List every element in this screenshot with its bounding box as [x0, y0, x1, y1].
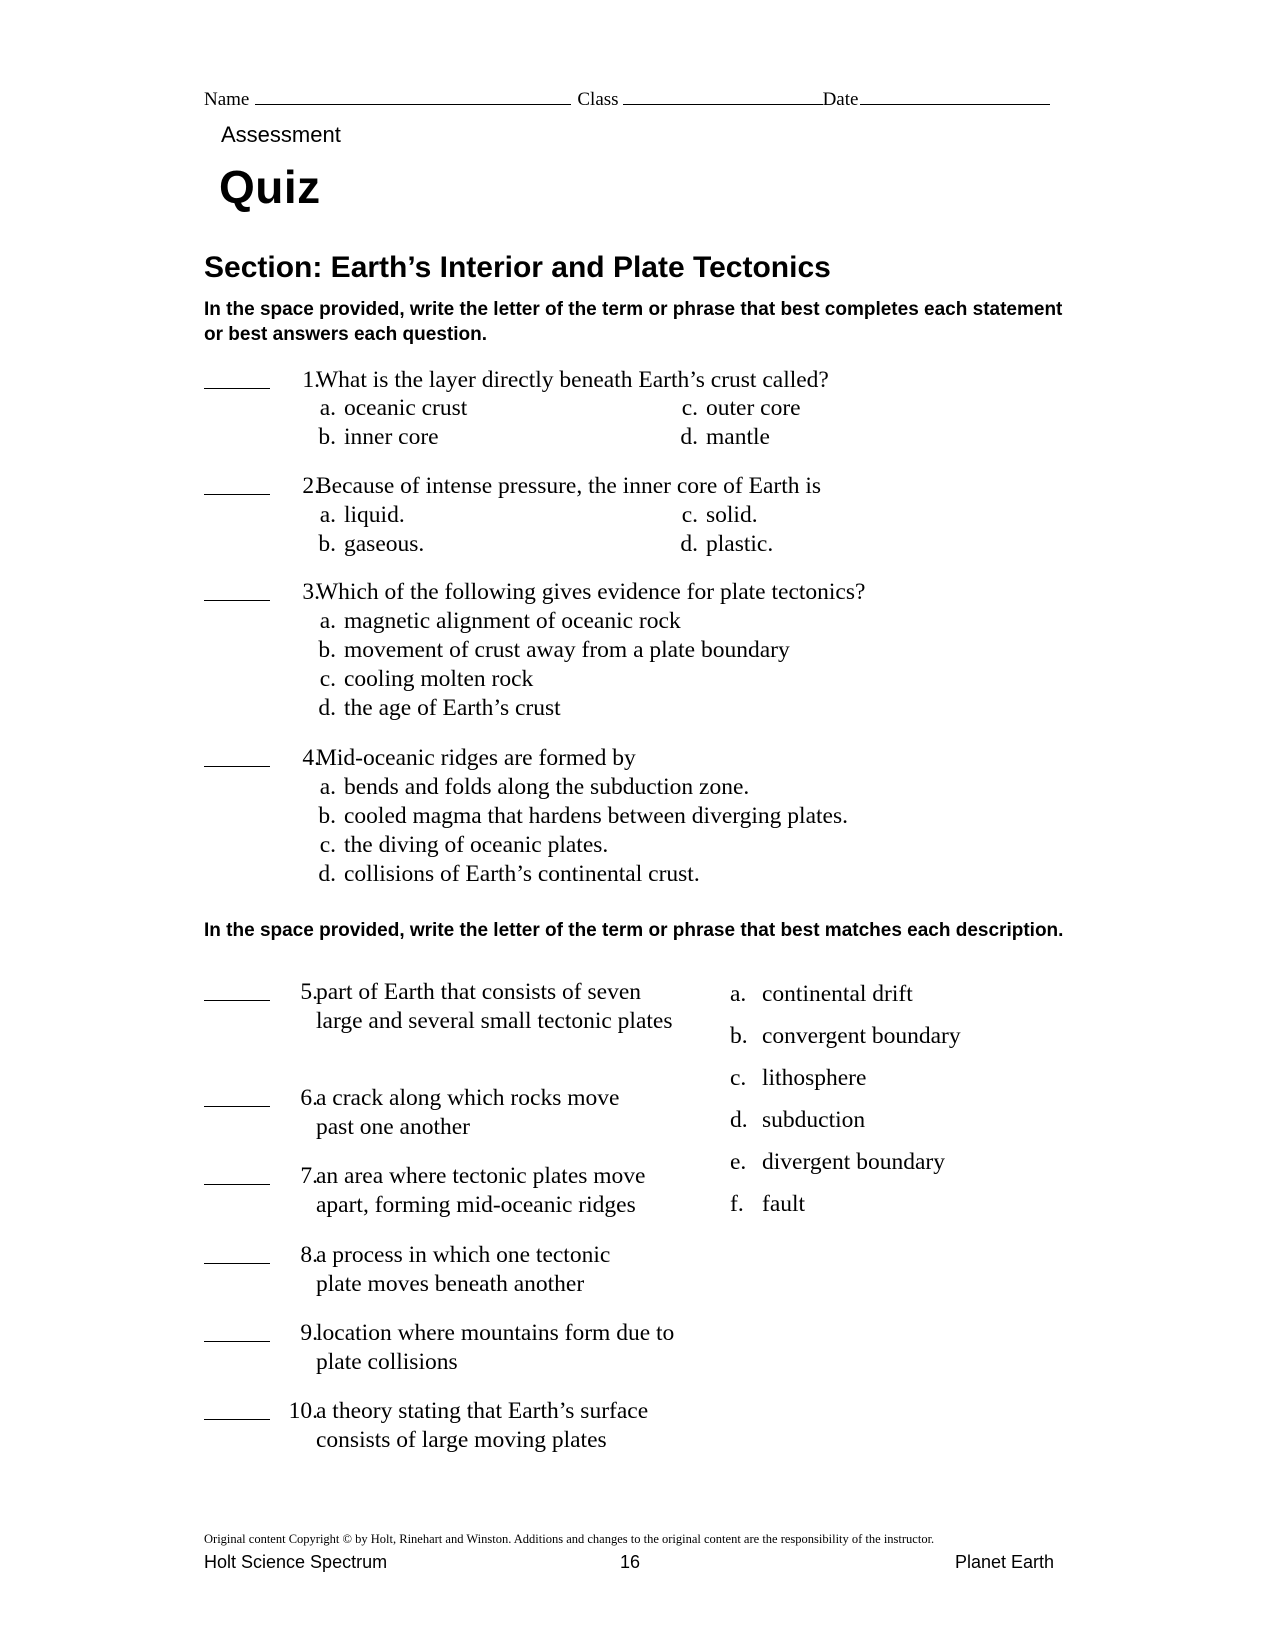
class-label: Class [577, 89, 619, 110]
choice-f: f. fault [730, 1191, 806, 1217]
option-c: c. cooling molten rock [319, 666, 534, 692]
option-a: a. bends and folds along the subduction zone. [319, 774, 750, 800]
question-number: 9. [300, 1320, 318, 1346]
answer-blank-4[interactable] [204, 744, 270, 767]
question-stem: Mid-oceanic ridges are formed by [316, 745, 636, 771]
option-a: a. magnetic alignment of oceanic rock [319, 608, 681, 634]
option-d: d. plastic. [680, 531, 774, 557]
footer-chapter-title: Planet Earth [954, 1552, 1054, 1572]
option-c: c. the diving of oceanic plates. [319, 832, 609, 858]
choice-e: e. divergent boundary [730, 1149, 945, 1175]
option-a: a. oceanic crust [319, 395, 468, 421]
option-d: d. collisions of Earth’s continental crust. [318, 861, 700, 887]
question-stem: What is the layer directly beneath Earth’s crust called? [316, 367, 829, 393]
question-number: 5. [300, 979, 318, 1005]
question-number: 6. [300, 1085, 318, 1111]
answer-blank-9[interactable] [204, 1319, 270, 1342]
matching-description: part of Earth that consists of seven large and several small tectonic plates [316, 979, 673, 1034]
question-stem: Which of the following gives evidence for plate tectonics? [316, 579, 866, 605]
question-number: 4. [302, 745, 320, 771]
question-number: 7. [300, 1163, 318, 1189]
class-blank[interactable] [623, 86, 823, 105]
date-label: Date [822, 89, 859, 110]
question-number: 8. [300, 1242, 318, 1268]
option-b: b. inner core [318, 424, 439, 450]
answer-blank-10[interactable] [204, 1397, 270, 1420]
option-a: a. liquid. [319, 502, 405, 528]
question-number: 10. [288, 1398, 318, 1424]
answer-blank-8[interactable] [204, 1241, 270, 1264]
name-label: Name [204, 89, 250, 110]
question-number: 2. [302, 473, 320, 499]
matching-description: a process in which one tectonic plate moves beneath another [316, 1242, 611, 1297]
choice-b: b. convergent boundary [730, 1023, 961, 1049]
matching-description: a crack along which rocks move past one another [316, 1085, 620, 1140]
answer-blank-6[interactable] [204, 1084, 270, 1107]
instructions-multiple-choice: In the space provided, write the letter of the term or phrase that best completes each statement or best answers each question. [204, 299, 1063, 345]
page-number: 16 [620, 1552, 641, 1572]
choice-a: a. continental drift [730, 981, 913, 1007]
option-b: b. movement of crust away from a plate boundary [318, 637, 790, 663]
option-b: b. cooled magma that hardens between diverging plates. [318, 803, 848, 829]
question-stem: Because of intense pressure, the inner core of Earth is [316, 473, 822, 499]
date-blank[interactable] [860, 86, 1050, 105]
answer-blank-1[interactable] [204, 366, 270, 389]
option-c: c. outer core [681, 395, 801, 421]
matching-description: a theory stating that Earth’s surface consists of large moving plates [316, 1398, 649, 1453]
answer-blank-3[interactable] [204, 578, 270, 601]
choice-d: d. subduction [730, 1107, 866, 1133]
option-d: d. mantle [680, 424, 770, 450]
answer-blank-5[interactable] [204, 978, 270, 1001]
option-b: b. gaseous. [318, 531, 425, 557]
matching-description: location where mountains form due to plate collisions [316, 1320, 675, 1375]
choice-c: c. lithosphere [730, 1065, 867, 1091]
option-c: c. solid. [681, 502, 758, 528]
name-blank[interactable] [255, 86, 571, 105]
question-number: 3. [302, 579, 320, 605]
section-title: Section: Earth’s Interior and Plate Tectonics [204, 251, 831, 284]
footer-book-title: Holt Science Spectrum [204, 1552, 388, 1572]
header-fields [204, 86, 1064, 111]
answer-blank-7[interactable] [204, 1162, 270, 1185]
matching-description: an area where tectonic plates move apart, forming mid-oceanic ridges [316, 1163, 646, 1218]
quiz-title: Quiz [219, 161, 321, 213]
copyright-notice: Original content Copyright © by Holt, Rinehart and Winston. Additions and changes to the original content are the responsibility of the instructor. [204, 1532, 935, 1546]
assessment-label: Assessment [221, 122, 341, 147]
option-d: d. the age of Earth’s crust [318, 695, 561, 721]
question-number: 1. [302, 367, 320, 393]
answer-blank-2[interactable] [204, 472, 270, 495]
instructions-matching: In the space provided, write the letter of the term or phrase that best matches each description. [204, 920, 1064, 941]
